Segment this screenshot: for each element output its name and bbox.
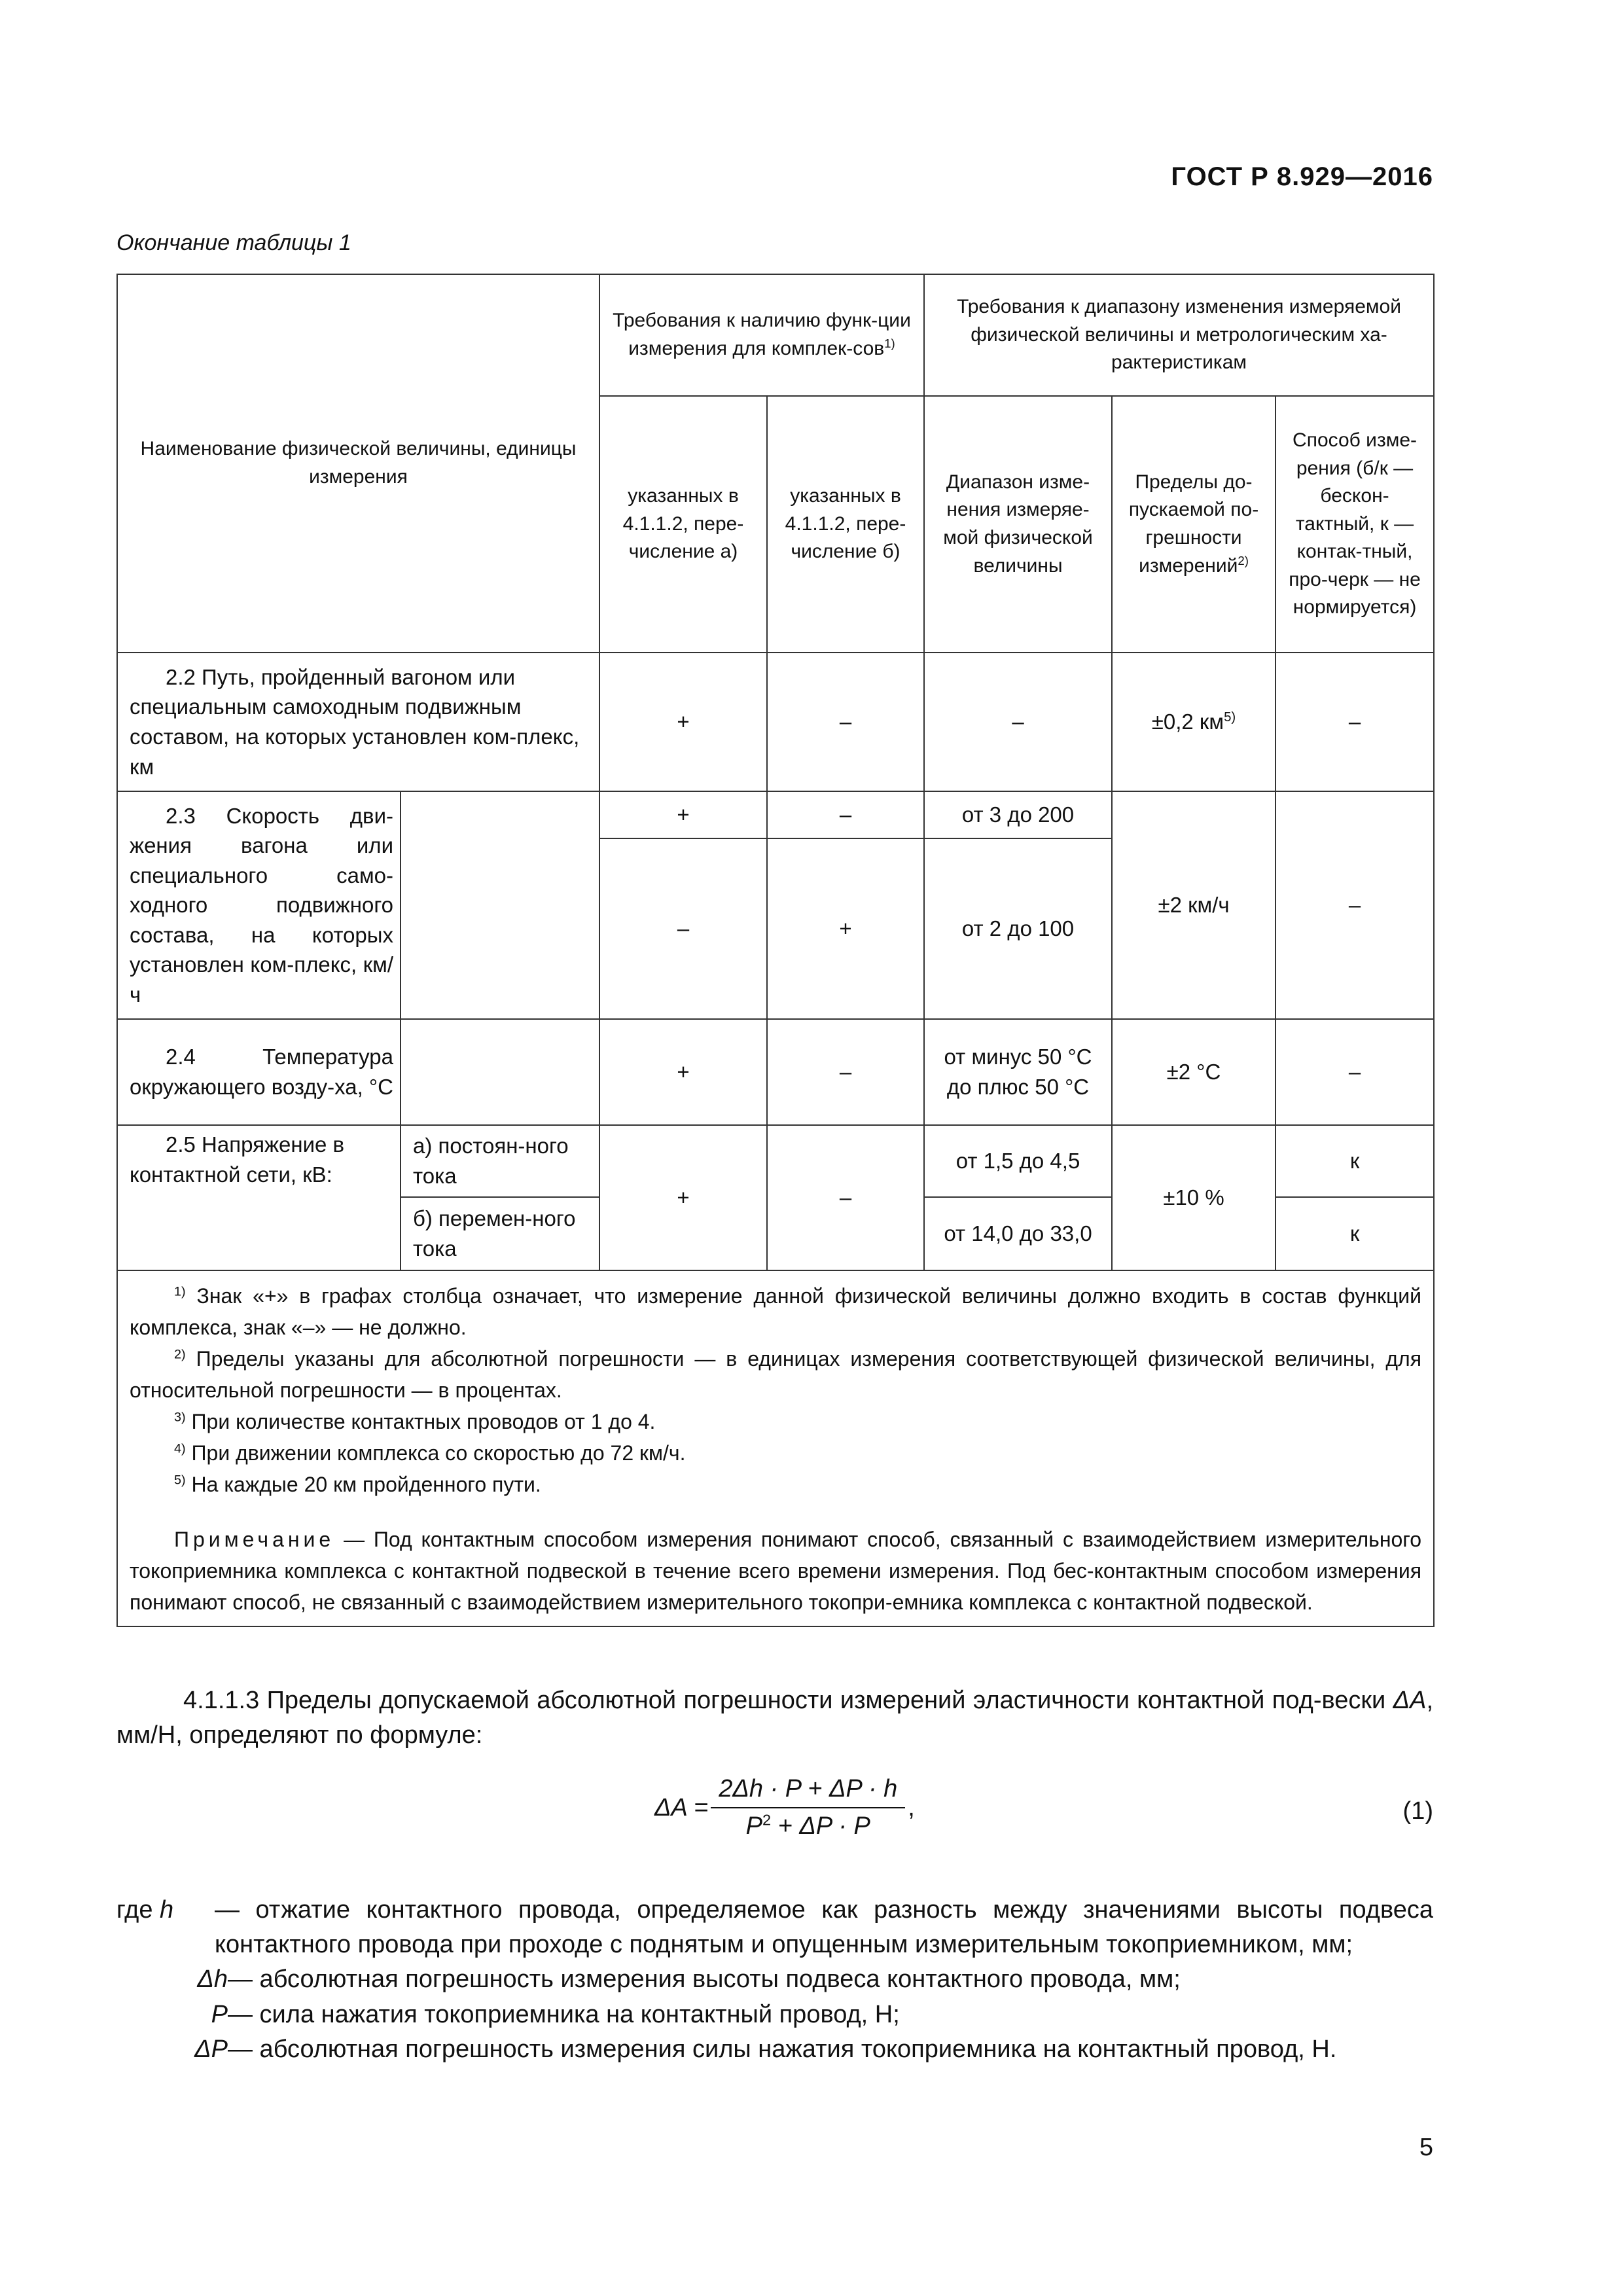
table-row-2-4 — [117, 1019, 1434, 1125]
footnote-2: $^{2)}$ Пределы указаны для абсолютной погрешности — в единицах измерения соответствующей физической величины, для относительной погрешности — в процентах. — [130, 1347, 1422, 1402]
row-2-3a-range: от 3 до 200 — [924, 791, 1112, 838]
header-range-requirements: Требования к диапазону изменения измеряемой физической величины и метрологическим ха-рактеристикам — [924, 274, 1434, 396]
header-col-limits: Пределы до-пускаемой по-грешности измерений$^{2)}$ — [1112, 396, 1275, 653]
row-2-3b-a: – — [599, 838, 767, 1019]
table-notes-row — [117, 1270, 1434, 1626]
row-2-5-sub-dc: а) постоян-ного тока — [401, 1125, 599, 1197]
where-item-dp: ΔP — абсолютная погрешность измерения силы нажатия токоприемника на контактный провод, Н. — [194, 2035, 1337, 2063]
row-2-5-limit: ±10 % — [1112, 1125, 1275, 1270]
header-col-b: указанных в 4.1.1.2, пере-числение б) — [767, 396, 924, 653]
row-2-3-name: 2.3 Скорость дви-жения вагона или специального само-ходного подвижного состава, на которых установлен ком-плекс, км/ч — [117, 791, 401, 1019]
table-header-row-1 — [117, 274, 1434, 396]
table-row-2-2 — [117, 653, 1434, 791]
header-col-a: указанных в 4.1.1.2, пере-числение а) — [599, 396, 767, 653]
row-2-4-sub-empty — [401, 1019, 599, 1125]
formula-fraction — [711, 1775, 905, 1840]
where-item-p: P — сила нажатия токоприемника на контактный провод, Н; — [211, 2000, 900, 2028]
row-2-5b-range: от 14,0 до 33,0 — [924, 1197, 1112, 1270]
row-2-4-range: от минус 50 °С до плюс 50 °С — [924, 1019, 1112, 1125]
row-2-4-method: – — [1275, 1019, 1434, 1125]
header-function-requirements: Требования к наличию функ-ции измерения для комплек-сов$^{1)}$ — [599, 274, 924, 396]
row-2-2-b: – — [767, 653, 924, 791]
row-2-3b-range: от 2 до 100 — [924, 838, 1112, 1019]
row-2-3b-b: + — [767, 838, 924, 1019]
row-2-5-sub-ac: б) перемен-ного тока — [401, 1197, 599, 1270]
row-2-5a-method: к — [1275, 1125, 1434, 1197]
row-2-5-name: 2.5 Напряжение в контактной сети, кВ: — [117, 1125, 401, 1270]
where-item-h: где h — отжатие контактного провода, определяемое как разность между значениями высоты подвеса контактного провода при проходе с поднятым и опущенным измерительным токоприемником, мм; — [116, 1896, 1433, 1959]
paragraph-4-1-1-3: 4.1.1.3 Пределы допускаемой абсолютной погрешности измерений эластичности контактной под-вески ΔA, мм/Н, определяют по формуле: — [116, 1687, 1433, 1749]
footnote-4: $^{4)}$ При движении комплекса со скоростью до 72 км/ч. — [174, 1441, 686, 1465]
table-row-2-5a — [117, 1125, 1434, 1197]
row-2-3-sub-empty — [401, 791, 599, 1019]
formula-number: (1) — [1402, 1797, 1433, 1825]
where-item-dh: Δh — абсолютная погрешность измерения высоты подвеса контактного провода, мм; — [197, 1965, 1181, 1994]
row-2-4-a: + — [599, 1019, 767, 1125]
header-col-range: Диапазон изме-нения измеряе-мой физической величины — [924, 396, 1112, 653]
formula-tail: , — [908, 1793, 915, 1821]
footnote-1: $^{1)}$ Знак «+» в графах столбца означает, что измерение данной физической величины должно входить в состав функций комплекса, знак «–» — не должно. — [130, 1284, 1422, 1339]
row-2-2-method: – — [1275, 653, 1434, 791]
row-2-4-limit: ±2 °С — [1112, 1019, 1275, 1125]
requirements-table — [116, 274, 1435, 1627]
row-2-5-a: + — [599, 1125, 767, 1270]
table-remark: Примечание — Под контактным способом измерения понимают способ, связанный с взаимодействием измерительного токоприемника комплекса с контактной подвеской в течение всего времени измерения. Под бес-контактным способом измерения понимают способ, не связанный с взаимодействием измерительного токопри-емника комплекса с контактной подвеской. — [130, 1528, 1422, 1614]
row-2-5a-range: от 1,5 до 4,5 — [924, 1125, 1112, 1197]
table-row-2-3a — [117, 791, 1434, 838]
row-2-3-limit: ±2 км/ч — [1112, 791, 1275, 1019]
row-2-3-method: – — [1275, 791, 1434, 1019]
row-2-3a-a: + — [599, 791, 767, 838]
footnote-5: $^{5)}$ На каждые 20 км пройденного пути. — [174, 1473, 541, 1496]
row-2-2-limit: ±0,2 $км^{5)}$ — [1112, 653, 1275, 791]
header-physical-quantity: Наименование физической величины, единицы измерения — [117, 274, 599, 653]
row-2-5b-method: к — [1275, 1197, 1434, 1270]
row-2-5-b: – — [767, 1125, 924, 1270]
formula-denominator: $P^2 + \Delta P \cdot P$ — [745, 1811, 870, 1840]
formula-1 — [654, 1775, 915, 1840]
row-2-3a-b: – — [767, 791, 924, 838]
row-2-2-range: – — [924, 653, 1112, 791]
header-col-method: Способ изме-рения (б/к — бескон-тактный, к — контак-тный, про-черк — не нормируется) — [1275, 396, 1434, 653]
formula-lhs: ΔA = — [654, 1793, 709, 1821]
table-caption: Окончание таблицы 1 — [116, 230, 351, 255]
document-code: ГОСТ Р 8.929—2016 — [1171, 162, 1433, 191]
formula-numerator: 2Δh · P + ΔP · h — [711, 1775, 905, 1808]
row-2-2-a: + — [599, 653, 767, 791]
row-2-2-name: 2.2 Путь, пройденный вагоном или специальным самоходным подвижным составом, на которых установлен ком-плекс, км — [117, 653, 599, 791]
row-2-4-b: – — [767, 1019, 924, 1125]
row-2-4-name: 2.4 Температура окружающего возду-ха, °С — [117, 1019, 401, 1125]
page-number: 5 — [1419, 2134, 1433, 2161]
table-footnotes — [117, 1270, 1434, 1626]
footnote-3: $^{3)}$ При количестве контактных проводов от 1 до 4. — [174, 1410, 656, 1433]
where-list — [116, 1893, 1433, 2067]
